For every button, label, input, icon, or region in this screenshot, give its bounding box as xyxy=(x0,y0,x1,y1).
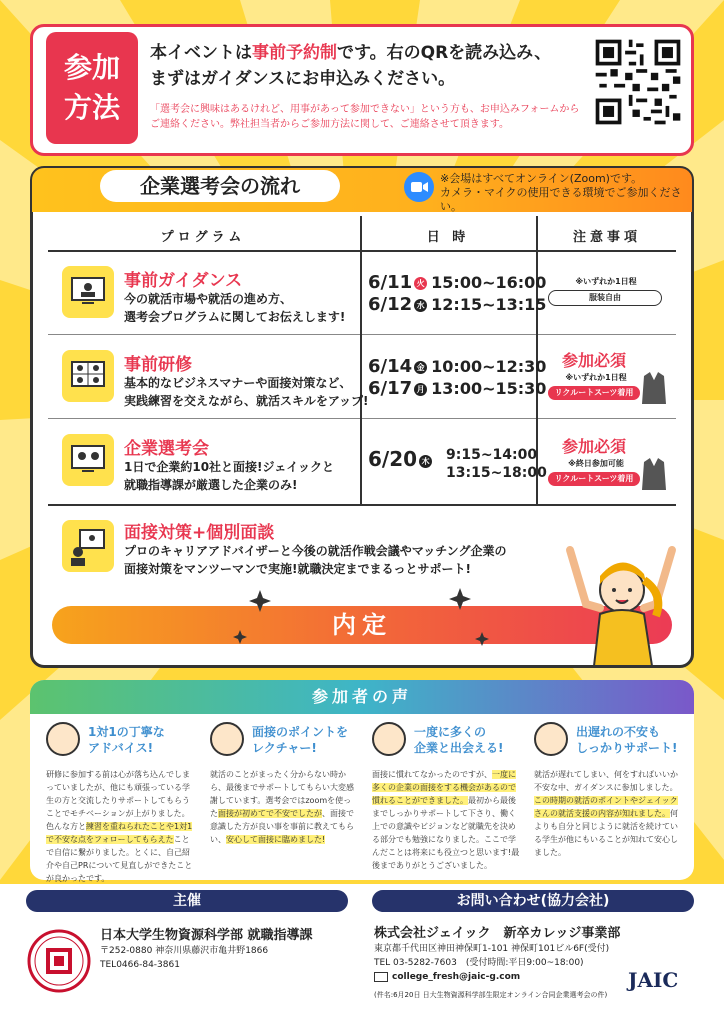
date: 6/20 xyxy=(368,447,418,471)
row1-desc-line1: 今の就活市場や就活の進め方、 xyxy=(124,292,293,306)
voice1-heading xyxy=(88,724,165,756)
row3-times xyxy=(446,446,547,482)
voice3-text xyxy=(372,768,520,872)
voice3-text-b: 最初から最後までしっかりサポートして下さり、働く上での意識やビジョンなど就職先を決める部分でも勉強になりました。ここで学んだことは将来にも役立つと思います!最後までありがとうございました。 xyxy=(372,796,520,870)
qr-code[interactable] xyxy=(592,36,684,128)
guidance-video-icon xyxy=(62,266,114,318)
row1-dress-pill: 服装自由 xyxy=(548,290,662,306)
lead-part-b: です。右のQRを読み込み、 xyxy=(337,43,552,63)
voice4-text xyxy=(534,768,682,859)
col-date-header: 日 時 xyxy=(426,230,470,245)
method-badge-line2: 方法 xyxy=(63,91,120,124)
row3-dates xyxy=(368,448,436,472)
suit-jacket-icon xyxy=(640,456,668,492)
method-badge xyxy=(46,32,138,144)
interview-desc-line1: プロのキャリアアドバイザーと今後の就活作戦会議やマッチング企業の xyxy=(124,544,507,558)
suit-jacket-icon xyxy=(640,370,668,406)
contact-header: お問い合わせ(協力会社) xyxy=(372,890,694,912)
voice4-heading xyxy=(576,724,677,756)
contact-org: 株式会社ジェイック 新卒カレッジ事業部 xyxy=(374,926,621,941)
voice2-text-b: 、面接で意識した方が良い事を事前に教えてもらい、 xyxy=(210,809,354,844)
host-header: 主催 xyxy=(26,890,348,912)
voice2-heading xyxy=(252,724,348,756)
method-lead xyxy=(150,40,580,92)
interview-desc-line2: 面接対策をマンツーマンで実施!就職決定までまるっとサポート! xyxy=(124,562,471,576)
voice2-head-line2: レクチャー! xyxy=(252,741,317,755)
voice2-head-line1: 面接のポイントを xyxy=(252,725,349,739)
date: 6/17 xyxy=(368,378,413,399)
voice2-highlight: 面接が初めてで不安でしたが xyxy=(218,809,322,818)
row1-note: ※いずれか1日程 xyxy=(575,277,637,286)
contact-footnote: (件名:6月20日 日大生物資源科学部生限定オンライン合同企業選考会の件) xyxy=(374,991,608,999)
job-offer-label: 内定 xyxy=(332,611,392,639)
time: 12:15~13:15 xyxy=(431,295,547,314)
voice2-highlight2: 安心して面接に臨めました! xyxy=(226,835,326,844)
student-avatar-1 xyxy=(46,722,80,756)
time: 13:15~18:00 xyxy=(446,465,547,481)
voices-title: 参加者の声 xyxy=(311,687,412,706)
voice1-head-line2: アドバイス! xyxy=(88,741,154,755)
voice3-text-a: 面接に慣れてなかったのですが、 xyxy=(372,770,492,779)
voice3-heading xyxy=(414,724,503,756)
row3-desc-line1: 1日で企業約10社と面接!ジェイックと xyxy=(124,460,335,474)
interview-title: 面接対策+個別面談 xyxy=(124,523,275,543)
row3-desc-line2: 就職指導課が厳選した企業のみ! xyxy=(124,478,298,492)
voice4-text-a: 就活が遅れてしまい、何をすればいいか不安な中、ガイダンスに参加しました。 xyxy=(534,770,678,792)
table-divider xyxy=(48,250,676,252)
jaic-logo: JAIC xyxy=(628,968,679,992)
contact-address: 東京都千代田区神田神保町1-101 神保町101ビル6F(受付) xyxy=(374,944,610,954)
zoom-note-line1: ※会場はすべてオンライン(Zoom)です。 xyxy=(440,172,643,185)
time: 9:15~14:00 xyxy=(446,447,538,463)
host-address: 〒252-0880 神奈川県藤沢市亀井野1866 xyxy=(100,946,269,956)
voice1-text-b: ことで自信に繋がりました。とくに、自己紹介や自己PRについて見直しができたことが良かったです。 xyxy=(46,835,193,883)
row1-desc-line2: 選考会プログラムに関してお伝えします! xyxy=(124,310,346,324)
row1-title: 事前ガイダンス xyxy=(124,271,243,291)
table-column-divider xyxy=(360,216,362,504)
weekday-badge: 水 xyxy=(414,299,427,312)
university-seal-logo xyxy=(26,928,92,994)
weekday-badge: 木 xyxy=(419,455,432,468)
host-tel: TEL0466-84-3861 xyxy=(100,960,180,970)
voice2-text-a: 就活のことがまったく分からない時から、最後までサポートしてもらい大変感謝しています。選考会ではzoomを使った xyxy=(210,770,354,818)
note-line2: ご連絡ください。弊社担当者からご参加方法に関して、ご連絡させて頂きます。 xyxy=(150,119,509,130)
row3-desc xyxy=(124,458,334,494)
voice1-highlight: 練習を重ねられたことや1対1で不安な点をフォローしてもらえた xyxy=(46,822,193,844)
voice2-text xyxy=(210,768,358,846)
row3-suit-pill: リクルートスーツ着用 xyxy=(548,472,640,486)
date: 6/11 xyxy=(368,272,413,293)
date: 6/14 xyxy=(368,356,413,377)
student-avatar-3 xyxy=(372,722,406,756)
row2-suit-pill: リクルートスーツ着用 xyxy=(548,386,640,400)
student-avatar-2 xyxy=(210,722,244,756)
training-video-icon xyxy=(62,350,114,402)
lead-part-a: 本イベントは xyxy=(150,43,252,63)
time: 10:00~12:30 xyxy=(431,357,547,376)
date: 6/12 xyxy=(368,294,413,315)
weekday-badge: 火 xyxy=(414,277,427,290)
lead-line2: まずはガイダンスにお申込みください。 xyxy=(150,69,456,89)
table-divider xyxy=(48,334,676,335)
voice3-head-line1: 一度に多くの xyxy=(414,725,487,739)
cheering-woman-illustration xyxy=(560,544,680,666)
table-divider xyxy=(48,504,676,506)
contact-email[interactable]: college_fresh@jaic-g.com xyxy=(392,972,521,982)
method-note xyxy=(150,102,590,132)
interview-icon xyxy=(62,520,114,572)
voice1-head-line1: 1対1の丁寧な xyxy=(88,725,165,739)
lead-reservation: 事前予約制 xyxy=(252,43,337,63)
row2-desc xyxy=(124,374,369,410)
zoom-note xyxy=(440,172,690,214)
row3-title: 企業選考会 xyxy=(124,439,209,459)
voice4-head-line1: 出遅れの不安も xyxy=(576,725,661,739)
time: 13:00~15:30 xyxy=(431,379,547,398)
row1-desc xyxy=(124,290,345,326)
voice4-head-line2: しっかりサポート! xyxy=(576,741,678,755)
row2-dates xyxy=(368,356,546,400)
col-program-header: プログラム xyxy=(160,230,246,245)
flow-title: 企業選考会の流れ xyxy=(100,170,340,202)
voice4-highlight: この時期の就活のポイントやジェイックさんの就活支援の内容が知れました。 xyxy=(534,796,678,818)
voice1-text-a: 研修に参加する前は心が落ち込んでしまっていましたが、他にも頑張っている学生の方と交流したりサポートしてもらうことでモチベーションが上がりました。色んな方と xyxy=(46,770,190,831)
interview-desc xyxy=(124,542,506,578)
time: 15:00~16:00 xyxy=(431,273,547,292)
row2-required: 参加必須 xyxy=(562,351,627,370)
zoom-note-line2: カメラ・マイクの使用できる環境でご参加ください。 xyxy=(440,186,682,213)
voice3-head-line2: 企業と出会える! xyxy=(414,741,504,755)
weekday-badge: 月 xyxy=(414,383,427,396)
row2-desc-line1: 基本的なビジネスマナーや面接対策など、 xyxy=(124,376,352,390)
voice1-text xyxy=(46,768,196,885)
row3-required: 参加必須 xyxy=(562,437,627,456)
table-divider xyxy=(48,418,676,419)
selection-video-icon xyxy=(62,434,114,486)
row3-note: ※終日参加可能 xyxy=(568,459,624,468)
method-badge-line1: 参加 xyxy=(63,51,120,84)
voice3-highlight: 一度に多くの企業の面接をする機会があるので慣れることができました。 xyxy=(372,770,516,805)
row2-desc-line2: 実践練習を交えながら、就活スキルをアップ! xyxy=(124,394,369,408)
voice4-text-b: 何よりも自分と同じように就活を続けている学生が他にもいることが知れて安心しました。 xyxy=(534,809,678,857)
col-notes-header: 注意事項 xyxy=(572,230,641,245)
row1-dates xyxy=(368,272,546,316)
weekday-badge: 金 xyxy=(414,361,427,374)
row2-note: ※いずれか1日程 xyxy=(565,373,627,382)
row2-title: 事前研修 xyxy=(124,355,192,375)
mail-icon xyxy=(374,972,388,982)
zoom-camera-icon xyxy=(404,172,434,202)
contact-tel: TEL 03-5282-7603 (受付時間:平日9:00~18:00) xyxy=(374,958,584,968)
student-avatar-4 xyxy=(534,722,568,756)
host-org: 日本大学生物資源科学部 就職指導課 xyxy=(100,928,313,943)
note-line1: 「選考会に興味はあるけれど、用事があって参加できない」という方も、お申込みフォームから xyxy=(150,104,580,115)
